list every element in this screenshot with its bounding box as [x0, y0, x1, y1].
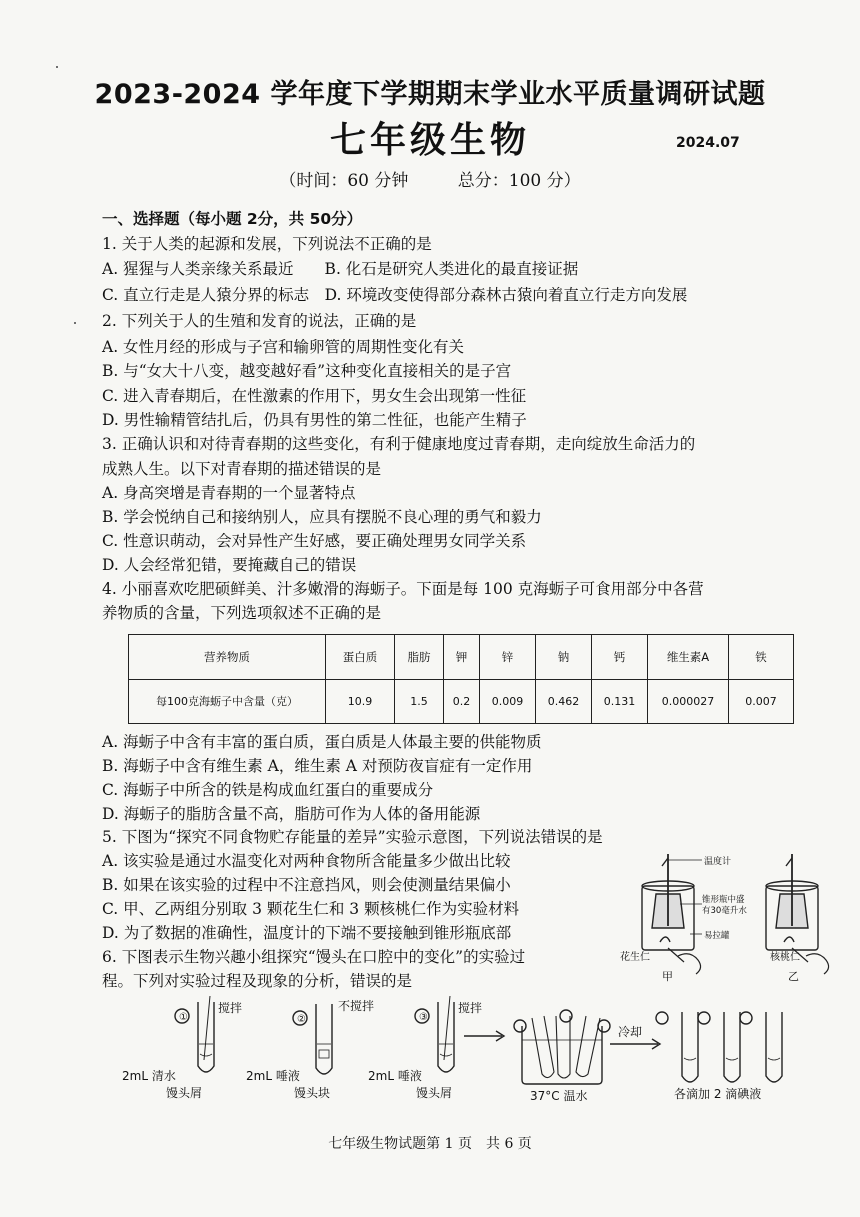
q4-stem-line2: 养物质的含量，下列选项叙述不正确的是 — [102, 604, 382, 622]
exam-title: 2023-2024 学年度下学期期末学业水平质量调研试题 — [94, 79, 766, 110]
label-flask-1: 锥形瓶中盛 — [702, 895, 745, 905]
scan-speck — [56, 66, 58, 68]
q2-option-d: D. 男性输精管结扎后，仍具有男性的第二性征，也能产生精子 — [102, 411, 527, 429]
q1-options-cd: C. 直立行走是人猿分界的标志 D. 环境改变使得部分森林古猿向着直立行走方向发展 — [102, 286, 688, 304]
q2-option-a: A. 女性月经的形成与子宫和输卵管的周期性变化有关 — [102, 338, 465, 356]
test-tube-3 — [415, 996, 454, 1072]
q3-option-d: D. 人会经常犯错，要掩藏自己的错误 — [102, 556, 357, 574]
table-cell: 1.5 — [395, 679, 444, 724]
q4-option-a: A. 海蛎子中含有丰富的蛋白质，蛋白质是人体最主要的供能物质 — [102, 733, 542, 751]
q4-stem-line1: 4. 小丽喜欢吃肥硕鲜美、汁多嫩滑的海蛎子。下面是每 100 克海蛎子可食用部分中各营 — [102, 580, 704, 598]
table-cell: 0.131 — [592, 679, 648, 724]
q6-stem-line1: 6. 下图表示生物兴趣小组探究“馒头在口腔中的变化”的实验过 — [102, 948, 526, 966]
label-tube-2-liquid: 2mL 唾液 — [246, 1069, 300, 1083]
label-cool: 冷却 — [618, 1025, 643, 1039]
label-iodine: 各滴加 2 滴碘液 — [674, 1087, 762, 1101]
label-tube-1-liquid: 2mL 清水 — [122, 1069, 176, 1083]
label-tube-1-bread: 馒头屑 — [166, 1086, 203, 1100]
label-no-stir: 不搅拌 — [338, 999, 375, 1013]
q4-option-b: B. 海蛎子中含有维生素 A，维生素 A 对预防夜盲症有一定作用 — [102, 757, 533, 775]
q2-option-b: B. 与“女大十八变，越变越好看”这种变化直接相关的是子宫 — [102, 362, 512, 380]
q3-option-b: B. 学会悦纳自己和接纳别人，应具有摆脱不良心理的勇气和毅力 — [102, 508, 542, 526]
q4-option-d: D. 海蛎子的脂肪含量不高，脂肪可作为人体的备用能源 — [102, 805, 481, 823]
q3-stem-line1: 3. 正确认识和对待青春期的这些变化，有利于健康地度过青春期，走向绽放生命活力的 — [102, 435, 696, 453]
tube-3-number: ③ — [419, 1012, 428, 1023]
table-header-cell: 钾 — [444, 635, 480, 680]
label-stir-3: 搅拌 — [458, 1001, 483, 1015]
label-tube-2-bread: 馒头块 — [294, 1086, 331, 1100]
table-header-cell: 钠 — [536, 635, 592, 680]
table-cell: 0.2 — [444, 679, 480, 724]
q2-option-c: C. 进入青春期后，在性激素的作用下，男女生会出现第一性征 — [102, 387, 527, 405]
label-flask-2: 有30毫升水 — [702, 906, 747, 916]
label-walnut: 核桃仁 — [770, 952, 800, 963]
q5-stem: 5. 下图为“探究不同食物贮存能量的差异”实验示意图，下列说法错误的是 — [102, 828, 603, 846]
q1-stem: 1. 关于人类的起源和发展，下列说法不正确的是 — [102, 235, 432, 253]
exam-time-line — [0, 166, 860, 191]
table-header-row — [129, 635, 794, 680]
table-header-cell: 铁 — [729, 635, 794, 680]
q1-options-ab: A. 猩猩与人类亲缘关系最近 B. 化石是研究人类进化的最直接证据 — [102, 260, 579, 278]
apparatus-left — [642, 854, 694, 950]
q5-option-b: B. 如果在该实验的过程中不注意挡风，则会使测量结果偏小 — [102, 876, 511, 894]
tube-1-number: ① — [179, 1012, 188, 1023]
q5-option-d: D. 为了数据的准确性，温度计的下端不要接触到锥形瓶底部 — [102, 924, 512, 942]
table-cell: 10.9 — [326, 679, 395, 724]
label-tube-3-bread: 馒头屑 — [416, 1086, 453, 1100]
calorimeter-figure — [616, 848, 840, 986]
exam-time: （时间：60 分钟 — [279, 171, 409, 191]
q2-stem: 2. 下列关于人的生殖和发育的说法，正确的是 — [102, 312, 417, 330]
q3-option-c: C. 性意识萌动，会对异性产生好感，要正确处理男女同学关系 — [102, 532, 527, 550]
tube-2-number: ② — [297, 1014, 306, 1025]
label-stir-1: 搅拌 — [218, 1001, 243, 1015]
table-cell: 0.007 — [729, 679, 794, 724]
exam-subject: 七年级生物 — [329, 119, 530, 161]
final-tubes — [656, 1012, 782, 1082]
table-cell: 每100克海蛎子中含量（克） — [129, 679, 326, 724]
nutrition-table — [128, 634, 794, 724]
table-header-cell: 锌 — [480, 635, 536, 680]
table-cell: 0.000027 — [648, 679, 729, 724]
scan-speck — [74, 322, 76, 324]
page-footer: 七年级生物试题第 1 页 共 6 页 — [328, 1136, 532, 1152]
q5-option-c: C. 甲、乙两组分别取 3 颗花生仁和 3 颗核桃仁作为实验材料 — [102, 900, 520, 918]
q3-option-a: A. 身高突增是青春期的一个显著特点 — [102, 484, 356, 502]
table-header-cell: 营养物质 — [129, 635, 326, 680]
q4-option-c: C. 海蛎子中所含的铁是构成血红蛋白的重要成分 — [102, 781, 434, 799]
section-heading: 一、选择题（每小题 2分，共 50分） — [102, 210, 363, 228]
label-can: 易拉罐 — [704, 931, 730, 941]
label-water-bath: 37°C 温水 — [530, 1089, 588, 1103]
apparatus-right — [766, 854, 818, 950]
exam-date: 2024.07 — [676, 135, 740, 151]
exam-total: 总分：100 分） — [457, 171, 581, 191]
q6-stem-line2: 程。下列对实验过程及现象的分析，错误的是 — [102, 972, 413, 990]
label-jia: 甲 — [662, 970, 673, 983]
table-header-cell: 脂肪 — [395, 635, 444, 680]
table-header-cell: 蛋白质 — [326, 635, 395, 680]
label-peanut: 花生仁 — [620, 952, 650, 963]
table-cell: 0.009 — [480, 679, 536, 724]
table-row — [129, 679, 794, 724]
label-yi: 乙 — [788, 970, 799, 983]
label-thermometer: 温度计 — [704, 857, 732, 867]
q5-option-a: A. 该实验是通过水温变化对两种食物所含能量多少做出比较 — [102, 852, 511, 870]
table-cell: 0.462 — [536, 679, 592, 724]
table-header-cell: 维生素A — [648, 635, 729, 680]
water-bath-beaker — [514, 1010, 610, 1084]
table-header-cell: 钙 — [592, 635, 648, 680]
test-tube-1 — [175, 996, 214, 1072]
digestion-experiment-figure — [118, 996, 818, 1108]
label-tube-3-liquid: 2mL 唾液 — [368, 1069, 422, 1083]
q3-stem-line2: 成熟人生。以下对青春期的描述错误的是 — [102, 460, 382, 478]
